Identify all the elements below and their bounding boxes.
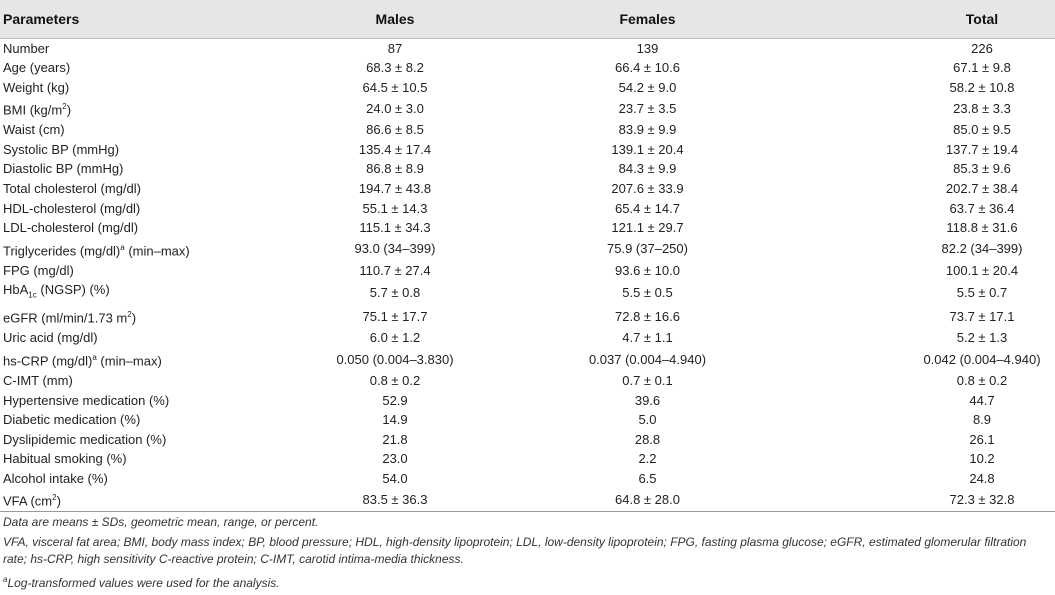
table-row bbox=[0, 391, 1055, 411]
header-males: Males bbox=[375, 10, 415, 27]
row-label-suffix: (NGSP) (%) bbox=[36, 282, 110, 298]
row-label-text: Waist (cm) bbox=[3, 122, 65, 138]
cell-males: 52.9 bbox=[382, 392, 408, 408]
row-label bbox=[0, 328, 245, 348]
table-row bbox=[0, 38, 1055, 58]
table-row bbox=[0, 97, 1055, 120]
cell-females: 139.1 ± 20.4 bbox=[611, 141, 684, 157]
table-body bbox=[0, 38, 1055, 512]
table-header-row bbox=[0, 0, 1055, 38]
table-row bbox=[0, 58, 1055, 78]
header-females: Females bbox=[619, 10, 676, 27]
cell-total-value: 0.042 (0.004–4.940) bbox=[923, 351, 1041, 367]
cell-total-value: 226 bbox=[971, 40, 993, 56]
cell-total-value: 72.3 ± 32.8 bbox=[949, 492, 1015, 508]
cell-total-value: 26.1 bbox=[969, 431, 995, 447]
cell-total bbox=[765, 97, 1055, 120]
cell-females: 75.9 (37–250) bbox=[607, 241, 688, 257]
cell-males: 86.8 ± 8.9 bbox=[366, 161, 424, 177]
row-label-superscript: 2 bbox=[127, 310, 132, 320]
row-label-text: Diastolic BP (mmHg) bbox=[3, 161, 124, 177]
row-label-superscript: 2 bbox=[52, 493, 57, 503]
row-label bbox=[0, 38, 245, 58]
cell-total bbox=[765, 449, 1055, 469]
cell-total-value: 73.7 ± 17.1 bbox=[949, 309, 1015, 325]
cell-males: 0.050 (0.004–3.830) bbox=[336, 351, 454, 367]
footnote-line-1: Data are means ± SDs, geometric mean, range, or percent. bbox=[3, 515, 319, 529]
footnote-marker: a bbox=[3, 575, 8, 584]
row-label bbox=[0, 140, 245, 160]
cell-total bbox=[765, 328, 1055, 348]
cell-females: 39.6 bbox=[634, 392, 661, 408]
row-label-suffix: ) bbox=[66, 102, 72, 118]
table-row bbox=[0, 280, 1055, 305]
cell-males: 64.5 ± 10.5 bbox=[362, 79, 428, 95]
cell-males: 194.7 ± 43.8 bbox=[358, 180, 432, 196]
cell-total bbox=[765, 391, 1055, 411]
cell-females: 83.9 ± 9.9 bbox=[618, 122, 677, 138]
cell-total-value: 5.2 ± 1.3 bbox=[956, 330, 1008, 346]
row-label-text: Systolic BP (mmHg) bbox=[3, 141, 120, 157]
row-label bbox=[0, 179, 245, 199]
row-label bbox=[0, 305, 245, 328]
row-label-text: Alcohol intake (%) bbox=[3, 470, 108, 486]
cell-females: 54.2 ± 9.0 bbox=[618, 79, 677, 95]
cell-total-value: 118.8 ± 31.6 bbox=[946, 220, 1018, 236]
cell-males: 75.1 ± 17.7 bbox=[362, 309, 428, 325]
table-row bbox=[0, 430, 1055, 450]
cell-total bbox=[765, 410, 1055, 430]
row-label-text: HDL-cholesterol (mg/dl) bbox=[3, 200, 141, 216]
cell-total bbox=[765, 140, 1055, 160]
footnote-line-3-text: Log-transformed values were used for the analysis. bbox=[7, 576, 280, 590]
table-row bbox=[0, 449, 1055, 469]
cell-total-value: 44.7 bbox=[969, 392, 995, 408]
table-row bbox=[0, 159, 1055, 179]
row-label bbox=[0, 78, 245, 98]
cell-total-value: 85.0 ± 9.5 bbox=[953, 122, 1011, 138]
cell-females: 23.7 ± 3.5 bbox=[618, 100, 677, 116]
row-label bbox=[0, 58, 245, 78]
row-label bbox=[0, 410, 245, 430]
cell-total-value: 63.7 ± 36.4 bbox=[949, 200, 1015, 216]
cell-females: 6.5 bbox=[638, 470, 657, 486]
cell-total-value: 24.8 bbox=[969, 470, 995, 486]
cell-males: 24.0 ± 3.0 bbox=[366, 100, 424, 116]
cell-total-value: 23.8 ± 3.3 bbox=[953, 100, 1011, 116]
footnote-line-2: VFA, visceral fat area; BMI, body mass index; BP, blood pressure; HDL, high-density lipoprotein; LDL, low-density lipoprotein; FPG, fasting plasma glucose; eGFR, estimated glomerular filtration rate; hs-CRP, high sensitivity C-reactive protein; C-IMT, carotid intima-media thickness. bbox=[3, 535, 1027, 566]
row-label-superscript: a bbox=[92, 352, 97, 362]
row-label bbox=[0, 261, 245, 281]
row-label-text: eGFR (ml/min/1.73 m bbox=[3, 310, 128, 326]
row-label-suffix: ) bbox=[56, 493, 61, 509]
row-label bbox=[0, 430, 245, 450]
table-row bbox=[0, 78, 1055, 98]
cell-females: 84.3 ± 9.9 bbox=[618, 161, 677, 177]
row-label-superscript: a bbox=[120, 242, 125, 252]
row-label bbox=[0, 469, 245, 489]
cell-total bbox=[765, 305, 1055, 328]
cell-total-value: 202.7 ± 38.4 bbox=[945, 180, 1019, 196]
row-label-subscript: 1c bbox=[28, 290, 37, 300]
cell-total-value: 0.8 ± 0.2 bbox=[956, 372, 1008, 388]
row-label-suffix: (min–max) bbox=[96, 353, 162, 369]
row-label bbox=[0, 449, 245, 469]
cell-males: 23.0 bbox=[382, 451, 408, 467]
row-label-text: Dyslipidemic medication (%) bbox=[3, 431, 167, 447]
cell-total bbox=[765, 120, 1055, 140]
table-row bbox=[0, 120, 1055, 140]
cell-total-value: 137.7 ± 19.4 bbox=[945, 141, 1019, 157]
row-label-text: Hypertensive medication (%) bbox=[3, 392, 170, 408]
cell-total bbox=[765, 78, 1055, 98]
row-label-suffix: (min–max) bbox=[124, 243, 190, 259]
cell-males: 87 bbox=[387, 40, 403, 56]
row-label-text: LDL-cholesterol (mg/dl) bbox=[3, 220, 139, 236]
cell-males: 83.5 ± 36.3 bbox=[362, 492, 428, 508]
cell-total bbox=[765, 199, 1055, 219]
row-label-text: HbA bbox=[3, 282, 29, 298]
cell-total bbox=[765, 280, 1055, 305]
row-label-superscript: 2 bbox=[62, 102, 67, 112]
row-label-text: BMI (kg/m bbox=[3, 102, 63, 118]
cell-total-value: 58.2 ± 10.8 bbox=[949, 79, 1015, 95]
cell-total bbox=[765, 58, 1055, 78]
cell-total-value: 5.5 ± 0.7 bbox=[956, 285, 1008, 301]
cell-total bbox=[765, 38, 1055, 58]
row-label bbox=[0, 238, 245, 261]
row-label-text: Diabetic medication (%) bbox=[3, 412, 141, 428]
table-row bbox=[0, 179, 1055, 199]
row-label bbox=[0, 391, 245, 411]
cell-males: 68.3 ± 8.2 bbox=[366, 60, 424, 76]
row-label bbox=[0, 348, 245, 371]
row-label-text: Triglycerides (mg/dl) bbox=[3, 243, 121, 259]
row-label-text: C-IMT (mm) bbox=[3, 372, 73, 388]
row-label-text: VFA (cm bbox=[3, 493, 53, 509]
table-row bbox=[0, 410, 1055, 430]
cell-total-value: 82.2 (34–399) bbox=[941, 241, 1023, 257]
table-footnotes bbox=[3, 514, 1048, 595]
cell-total bbox=[765, 261, 1055, 281]
cell-total bbox=[765, 469, 1055, 489]
cell-females: 5.5 ± 0.5 bbox=[622, 285, 673, 301]
header-parameters: Parameters bbox=[3, 10, 80, 27]
cell-females: 121.1 ± 29.7 bbox=[611, 220, 684, 236]
cell-total-value: 10.2 bbox=[969, 451, 995, 467]
row-label-text: Number bbox=[3, 40, 50, 56]
header-total bbox=[765, 0, 1055, 38]
row-label bbox=[0, 120, 245, 140]
cell-total bbox=[765, 348, 1055, 371]
cell-males: 55.1 ± 14.3 bbox=[362, 200, 428, 216]
table-row bbox=[0, 218, 1055, 238]
cell-total bbox=[765, 371, 1055, 391]
cell-females: 2.2 bbox=[638, 451, 657, 467]
cell-males: 6.0 ± 1.2 bbox=[369, 330, 421, 346]
row-label bbox=[0, 97, 245, 120]
cell-total bbox=[765, 179, 1055, 199]
cell-males: 135.4 ± 17.4 bbox=[358, 141, 432, 157]
table-row bbox=[0, 199, 1055, 219]
cell-females: 65.4 ± 14.7 bbox=[615, 200, 680, 216]
cell-males: 115.1 ± 34.3 bbox=[359, 220, 431, 236]
table-row bbox=[0, 305, 1055, 328]
row-label-suffix: ) bbox=[131, 310, 137, 326]
row-label-text: Total cholesterol (mg/dl) bbox=[3, 180, 141, 196]
cell-females: 64.8 ± 28.0 bbox=[615, 492, 680, 508]
row-label-text: Uric acid (mg/dl) bbox=[3, 330, 98, 346]
cell-total-value: 100.1 ± 20.4 bbox=[945, 262, 1019, 278]
cell-females: 66.4 ± 10.6 bbox=[615, 60, 680, 76]
cell-males: 21.8 bbox=[382, 431, 408, 447]
row-label-text: Weight (kg) bbox=[3, 79, 70, 95]
row-label-text: FPG (mg/dl) bbox=[3, 262, 74, 278]
cell-females: 4.7 ± 1.1 bbox=[622, 330, 673, 346]
row-label bbox=[0, 371, 245, 391]
cell-females: 139 bbox=[636, 40, 659, 56]
row-label bbox=[0, 218, 245, 238]
table-row bbox=[0, 488, 1055, 511]
cell-females: 28.8 bbox=[634, 431, 661, 447]
row-label-text: Habitual smoking (%) bbox=[3, 451, 127, 467]
cell-total-value: 8.9 bbox=[972, 412, 992, 428]
row-label-text: hs-CRP (mg/dl) bbox=[3, 353, 93, 369]
cell-males: 5.7 ± 0.8 bbox=[369, 285, 421, 301]
cell-females: 207.6 ± 33.9 bbox=[611, 180, 684, 196]
row-label bbox=[0, 280, 245, 305]
table-row bbox=[0, 348, 1055, 371]
cell-total bbox=[765, 218, 1055, 238]
table-row bbox=[0, 469, 1055, 489]
cell-females: 0.037 (0.004–4.940) bbox=[588, 351, 707, 367]
cell-males: 86.6 ± 8.5 bbox=[366, 122, 424, 138]
row-label bbox=[0, 199, 245, 219]
table-row bbox=[0, 238, 1055, 261]
cell-males: 93.0 (34–399) bbox=[354, 241, 436, 257]
cell-total-value: 67.1 ± 9.8 bbox=[953, 60, 1011, 76]
table-row bbox=[0, 371, 1055, 391]
cell-total-value: 85.3 ± 9.6 bbox=[953, 161, 1011, 177]
table-row bbox=[0, 140, 1055, 160]
cell-females: 0.7 ± 0.1 bbox=[622, 372, 673, 388]
table-row bbox=[0, 328, 1055, 348]
cell-total bbox=[765, 430, 1055, 450]
row-label bbox=[0, 488, 245, 511]
header-total-label: Total bbox=[965, 10, 999, 27]
cell-males: 14.9 bbox=[382, 412, 408, 428]
cell-males: 0.8 ± 0.2 bbox=[369, 372, 421, 388]
table-row bbox=[0, 261, 1055, 281]
cell-females: 72.8 ± 16.6 bbox=[615, 309, 680, 325]
cell-males: 54.0 bbox=[382, 470, 408, 486]
cell-total bbox=[765, 488, 1055, 511]
cell-females: 93.6 ± 10.0 bbox=[615, 262, 680, 278]
row-label-text: Age (years) bbox=[3, 60, 71, 76]
cell-males: 110.7 ± 27.4 bbox=[359, 262, 431, 278]
cell-total bbox=[765, 159, 1055, 179]
cell-total bbox=[765, 238, 1055, 261]
cell-females: 5.0 bbox=[638, 412, 657, 428]
row-label bbox=[0, 159, 245, 179]
